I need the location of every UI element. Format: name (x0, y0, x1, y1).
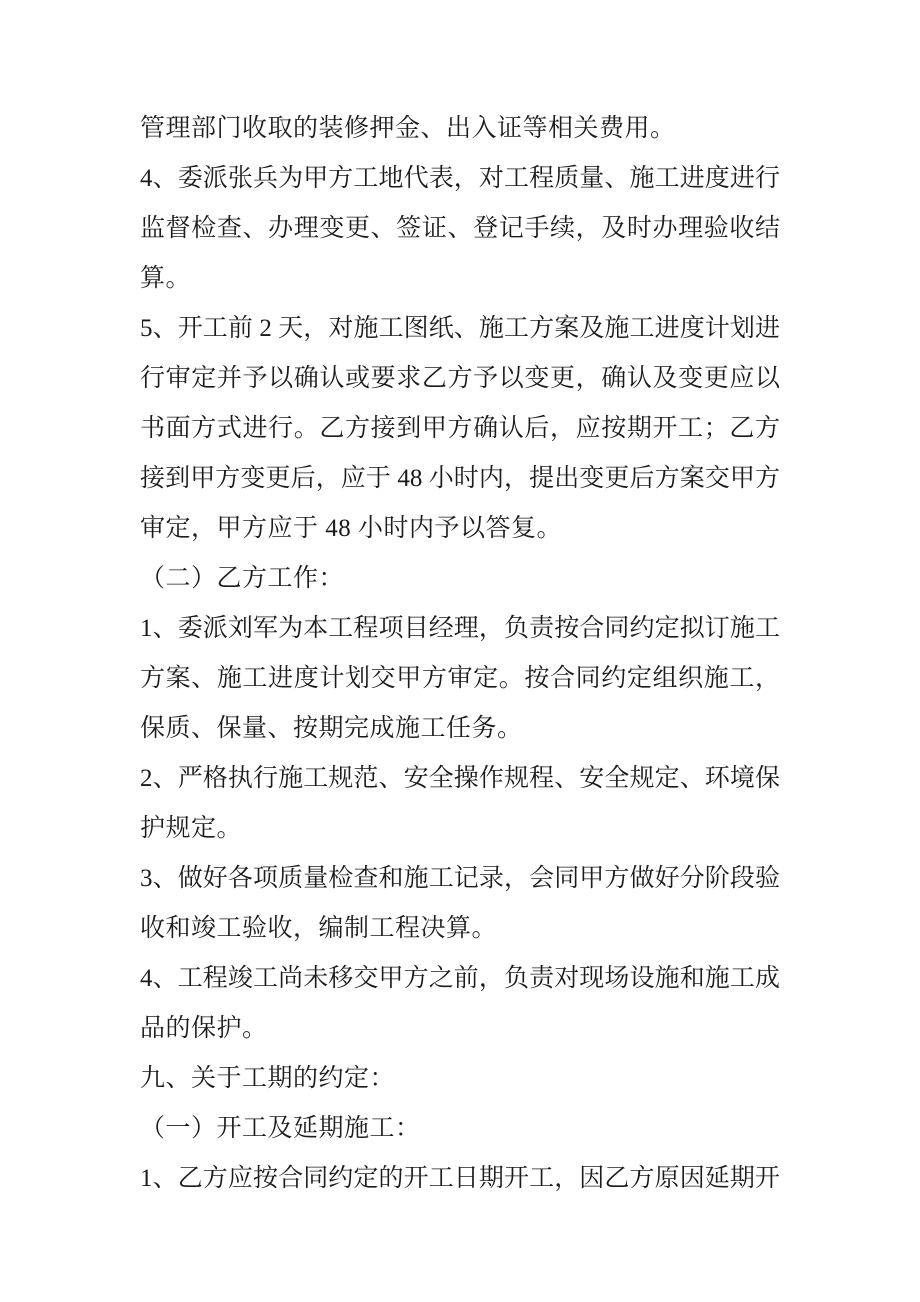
text-line: 4、委派张兵为甲方工地代表，对工程质量、施工进度进行 (140, 165, 780, 192)
text-line: 书面方式进行。乙方接到甲方确认后，应按期开工；乙方 (140, 415, 780, 442)
text-line: 管理部门收取的装修押金、出入证等相关费用。 (140, 115, 676, 142)
document-body (140, 104, 780, 1204)
text-line: 方案、施工进度计划交甲方审定。按合同约定组织施工， (140, 665, 780, 692)
text-line: 行审定并予以确认或要求乙方予以变更，确认及变更应以 (140, 365, 780, 392)
text-line: 2、严格执行施工规范、安全操作规程、安全规定、环境保 (140, 765, 780, 792)
text-line: 收和竣工验收，编制工程决算。 (140, 915, 498, 942)
text-line: 3、做好各项质量检查和施工记录，会同甲方做好分阶段验 (140, 865, 780, 892)
text-line: 1、委派刘军为本工程项目经理，负责按合同约定拟订施工 (140, 615, 780, 642)
text-line: 监督检查、办理变更、签证、登记手续，及时办理验收结 (140, 215, 780, 242)
text-line: 九、关于工期的约定： (140, 1065, 396, 1092)
text-line: 护规定。 (140, 815, 243, 842)
text-line: 审定，甲方应于 48 小时内予以答复。 (140, 515, 563, 542)
text-line: 品的保护。 (140, 1015, 268, 1042)
text-line: 5、开工前 2 天，对施工图纸、施工方案及施工进度计划进 (140, 315, 780, 342)
text-line: （二）乙方工作： (140, 565, 345, 592)
text-line: 算。 (140, 265, 192, 292)
text-line: 4、工程竣工尚未移交甲方之前，负责对现场设施和施工成 (140, 965, 780, 992)
text-line: 1、乙方应按合同约定的开工日期开工，因乙方原因延期开 (140, 1165, 780, 1192)
text-line: 保质、保量、按期完成施工任务。 (140, 715, 523, 742)
text-line: （一）开工及延期施工： (140, 1115, 421, 1142)
text-line: 接到甲方变更后，应于 48 小时内，提出变更后方案交甲方 (140, 465, 780, 492)
